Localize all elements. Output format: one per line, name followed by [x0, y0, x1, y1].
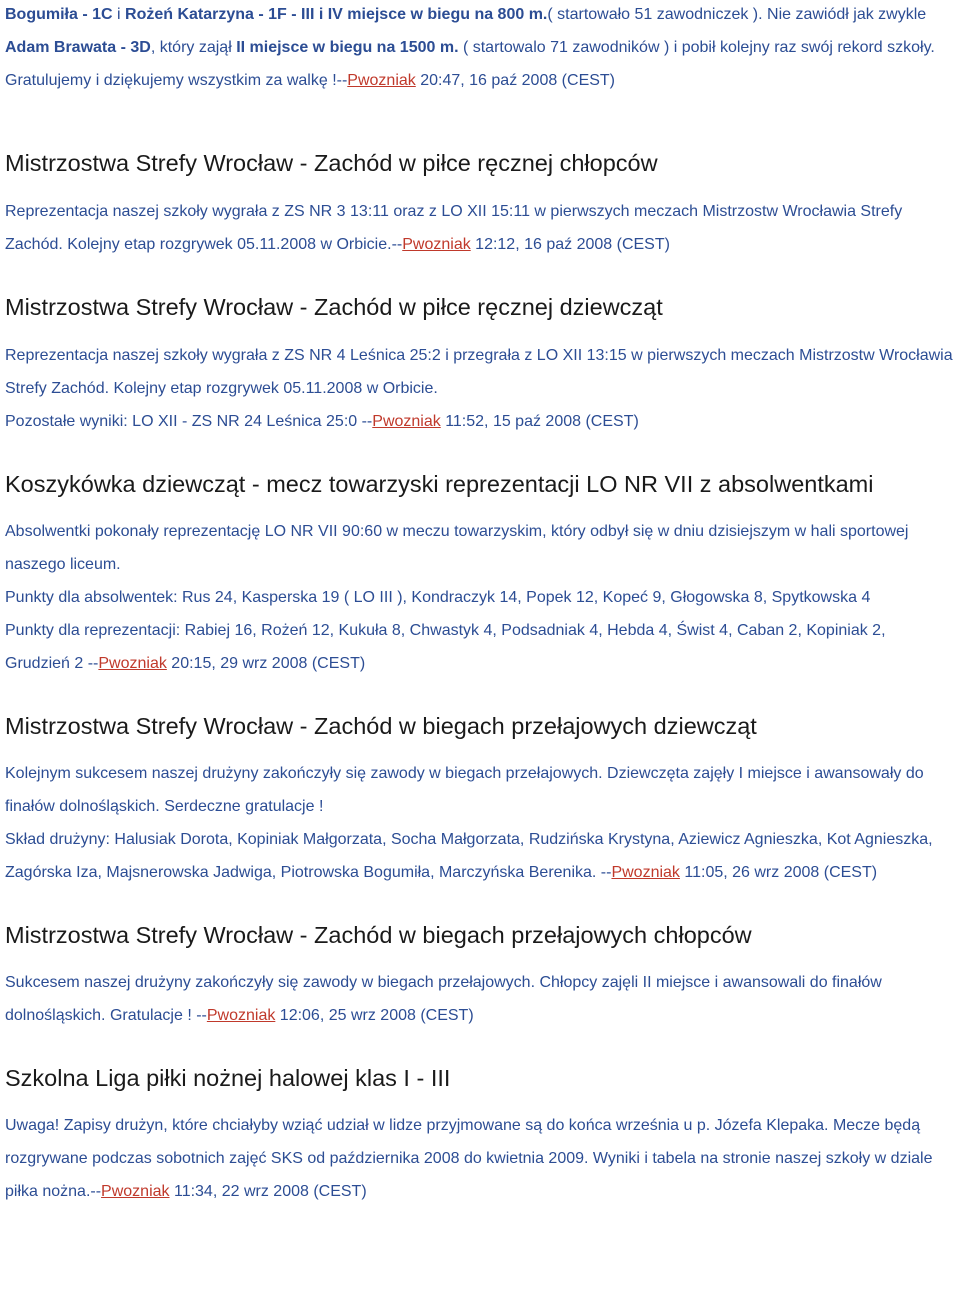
- paragraph-text: Sukcesem naszej drużyny zakończyły się zawody w biegach przełajowych. Chłopcy zajęli II miejsce i awansowali do finałów dolnośląskich. Gratulacje ! --: [5, 974, 882, 1024]
- signature-timestamp: 20:47, 16 paź 2008 (CEST): [415, 72, 616, 89]
- intro-bold-3: Adam Brawata - 3D: [5, 39, 151, 56]
- intro-bold-1: Bogumiła - 1C: [5, 6, 113, 23]
- section-paragraph: Absolwentki pokonały reprezentację LO NR VII 90:60 w meczu towarzyskim, który odbył się w dniu dzisiejszym w hali sportowej naszego liceum.: [5, 523, 909, 573]
- section-paragraph: [5, 966, 953, 1032]
- section-paragraph: [5, 614, 953, 680]
- paragraph-text: Skład drużyny: Halusiak Dorota, Kopiniak Małgorzata, Socha Małgorzata, Rudzińska Krystyna, Aziewicz Agnieszka, Kot Agnieszka, Zagórska Iza, Majsnerowska Jadwiga, Piotrowska Bogumiła, Marczyńska Berenika. --: [5, 831, 933, 881]
- paragraph-text: Reprezentacja naszej szkoły wygrała z ZS NR 3 13:11 oraz z LO XII 15:11 w pierwszych meczach Mistrzostw Wrocławia Strefy Zachód. Kolejny etap rozgrywek 05.11.2008 w Orbicie.--: [5, 203, 903, 253]
- author-link[interactable]: Pwozniak: [101, 1183, 170, 1200]
- section-paragraph: Punkty dla absolwentek: Rus 24, Kasperska 19 ( LO III ), Kondraczyk 14, Popek 12, Kopeć 9, Głogowska 8, Spytkowska 4: [5, 589, 871, 606]
- author-link[interactable]: Pwozniak: [402, 236, 471, 253]
- paragraph-text: Uwaga! Zapisy drużyn, które chciałyby wziąć udział w lidze przyjmowane są do końca września u p. Józefa Klepaka. Mecze będą rozgrywane podczas sobotnich zajęć SKS od października 2008 do kwietnia 2009. Wyniki i tabela na stronie naszej szkoły w dziale piłka nożna.--: [5, 1117, 933, 1200]
- signature-timestamp: 12:12, 16 paź 2008 (CEST): [470, 236, 670, 253]
- section-paragraph: [5, 195, 953, 261]
- paragraph-text: Punkty dla reprezentacji: Rabiej 16, Rożeń 12, Kukuła 8, Chwastyk 4, Podsadniak 4, Hebda 4, Świst 4, Caban 2, Kopiniak 2, Grudzień 2 --: [5, 622, 886, 672]
- author-link[interactable]: Pwozniak: [611, 864, 680, 881]
- intro-text-3: , który zajął: [150, 39, 237, 56]
- signature-timestamp: 20:15, 29 wrz 2008 (CEST): [166, 655, 366, 672]
- author-link[interactable]: Pwozniak: [372, 413, 441, 430]
- section-paragraph: Kolejnym sukcesem naszej drużyny zakończyły się zawody w biegach przełajowych. Dziewczęta zajęły I miejsce i awansowały do finałów dolnośląskich. Serdeczne gratulacje !: [5, 765, 924, 815]
- section-paragraph: [5, 823, 953, 889]
- signature-timestamp: 12:06, 25 wrz 2008 (CEST): [275, 1007, 474, 1024]
- intro-bold-2: Rożeń Katarzyna - 1F - III i IV miejsce w biegu na 800 m.: [125, 6, 548, 23]
- author-link[interactable]: Pwozniak: [98, 655, 167, 672]
- author-link[interactable]: Pwozniak: [206, 1007, 276, 1024]
- intro-bold-4: II miejsce w biegu na 1500 m.: [236, 39, 459, 56]
- signature-timestamp: 11:05, 26 wrz 2008 (CEST): [679, 864, 878, 881]
- section-heading: Mistrzostwa Strefy Wrocław - Zachód w piłce ręcznej dziewcząt: [5, 294, 663, 320]
- signature-timestamp: 11:34, 22 wrz 2008 (CEST): [169, 1183, 367, 1200]
- paragraph-text: Pozostałe wyniki: LO XII - ZS NR 24 Leśnica 25:0 --: [5, 413, 373, 430]
- section-heading: Mistrzostwa Strefy Wrocław - Zachód w piłce ręcznej chłopców: [5, 150, 658, 176]
- author-link[interactable]: Pwozniak: [347, 72, 416, 89]
- intro-paragraph: [5, 0, 953, 97]
- section-heading: Szkolna Liga piłki nożnej halowej klas I - III: [5, 1065, 451, 1091]
- intro-text-4: ( startowalo 71 zawodników ) i pobił kolejny raz swój rekord szkoły. Gratulujemy i dziękujemy wszystkim za walkę !--: [5, 39, 935, 89]
- section-heading: Koszykówka dziewcząt - mecz towarzyski reprezentacji LO NR VII z absolwentkami: [5, 471, 874, 497]
- signature-timestamp: 11:52, 15 paź 2008 (CEST): [440, 413, 639, 430]
- section-paragraph: Reprezentacja naszej szkoły wygrała z ZS NR 4 Leśnica 25:2 i przegrała z LO XII 13:15 w pierwszych meczach Mistrzostw Wrocławia Strefy Zachód. Kolejny etap rozgrywek 05.11.2008 w Orbicie.: [5, 347, 953, 397]
- section-paragraph: [5, 1109, 953, 1208]
- intro-text-2: ( startowało 51 zawodniczek ). Nie zawiódł jak zwykle: [547, 6, 927, 23]
- section-paragraph: [5, 405, 953, 438]
- section-heading: Mistrzostwa Strefy Wrocław - Zachód w biegach przełajowych chłopców: [5, 922, 752, 948]
- intro-text-1: i: [112, 6, 126, 23]
- section-heading: Mistrzostwa Strefy Wrocław - Zachód w biegach przełajowych dziewcząt: [5, 713, 757, 739]
